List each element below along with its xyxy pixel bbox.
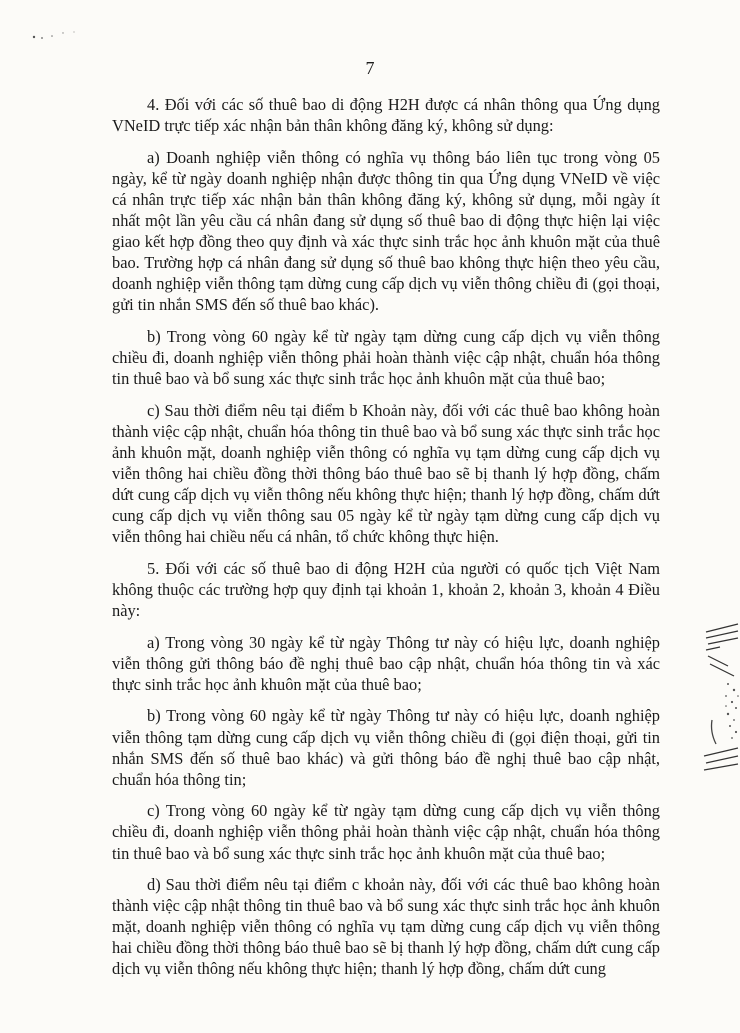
scan-specks-mark (30, 28, 90, 42)
clause-4: 4. Đối với các số thuê bao di động H2H được cá nhân thông qua Ứng dụng VNeID trực tiếp xác nhận bản thân không đăng ký, không sử dụng: (112, 95, 660, 136)
clause-5d: d) Sau thời điểm nêu tại điểm c khoản này, đối với các thuê bao không hoàn thành việc cập nhật thông tin thuê bao và bổ sung xác thực sinh trắc học ảnh khuôn mặt, doanh nghiệp viễn thông có nghĩa vụ tạm dừng cung cấp dịch vụ viễn thông hai chiều đồng thời thông báo thuê bao sẽ bị thanh lý hợp đồng, chấm dứt cung cấp dịch vụ viễn thông nếu không thực hiện; thanh lý hợp đồng, chấm dứt cung (112, 875, 660, 979)
page-number: 7 (365, 58, 375, 78)
clause-4b: b) Trong vòng 60 ngày kể từ ngày tạm dừng cung cấp dịch vụ viễn thông chiều đi, doanh nghiệp viễn thông phải hoàn thành việc cập nhật, chuẩn hóa thông tin thuê bao và bổ sung xác thực sinh trắc học ảnh khuôn mặt của thuê bao; (112, 326, 660, 389)
clause-5b: b) Trong vòng 60 ngày kể từ ngày Thông tư này có hiệu lực, doanh nghiệp viễn thông tạm dừng cung cấp dịch vụ viễn thông chiều đi (gọi điện thoại, gửi tin nhắn SMS đến số thuê bao khác) và gửi thông báo đề nghị thuê bao cập nhật, chuẩn hóa thông tin; (112, 706, 660, 789)
document-body (112, 94, 660, 990)
clause-5c: c) Trong vòng 60 ngày kể từ ngày tạm dừng cung cấp dịch vụ viễn thông chiều đi, doanh nghiệp viễn thông phải hoàn thành việc cập nhật, chuẩn hóa thông tin thuê bao và bổ sung xác thực sinh trắc học ảnh khuôn mặt của thuê bao; (112, 801, 660, 863)
clause-4c: c) Sau thời điểm nêu tại điểm b Khoản này, đối với các thuê bao không hoàn thành việc cập nhật, chuẩn hóa thông tin thuê bao và bổ sung xác thực sinh trắc học ảnh khuôn mặt, doanh nghiệp viễn thông có nghĩa vụ tạm dừng cung cấp dịch vụ viễn thông hai chiều đồng thời thông báo thuê bao sẽ bị thanh lý hợp đồng, chấm dứt cung cấp dịch vụ viễn thông nếu không thực hiện; thanh lý hợp đồng, chấm dứt cung cấp dịch vụ viễn thông sau 05 ngày kể từ ngày tạm dừng cung cấp dịch vụ viễn thông hai chiều nếu cá nhân, tổ chức không thực hiện. (112, 400, 660, 547)
clause-5a: a) Trong vòng 30 ngày kể từ ngày Thông tư này có hiệu lực, doanh nghiệp viễn thông gửi thông báo đề nghị thuê bao cập nhật, chuẩn hóa thông tin và xác thực sinh trắc học ảnh khuôn mặt của thuê bao; (112, 632, 660, 694)
binding-stamp-mark (698, 620, 740, 780)
clause-5: 5. Đối với các số thuê bao di động H2H của người có quốc tịch Việt Nam không thuộc các trường hợp quy định tại khoản 1, khoản 2, khoản 3, khoản 4 Điều này: (112, 558, 660, 621)
clause-4a: a) Doanh nghiệp viễn thông có nghĩa vụ thông báo liên tục trong vòng 05 ngày, kể từ ngày doanh nghiệp nhận được thông tin qua Ứng dụng VNeID về việc cá nhân trực tiếp xác nhận bản thân không đăng ký, không sử dụng, mỗi ngày ít nhất một lần yêu cầu cá nhân đang sử dụng số thuê bao di động thực hiện lại việc giao kết hợp đồng theo quy định và xác thực sinh trắc học ảnh khuôn mặt của thuê bao. Trường hợp cá nhân đang sử dụng số thuê bao không thực hiện theo yêu cầu, doanh nghiệp viễn thông tạm dừng cung cấp dịch vụ viễn thông chiều đi (gọi thoại, gửi tin nhắn SMS đến số thuê bao khác). (112, 147, 660, 315)
